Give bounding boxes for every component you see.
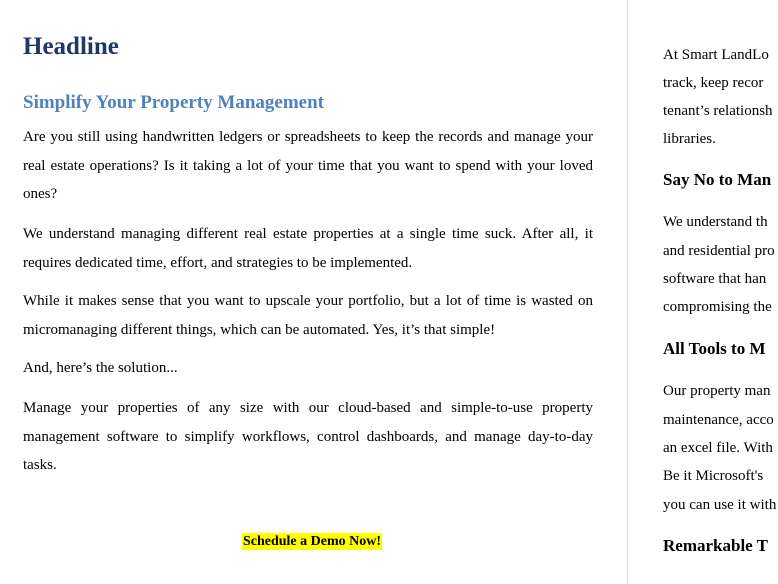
right-line[interactable]: maintenance, acco: [663, 412, 774, 428]
paragraph-3[interactable]: While it makes sense that you want to upscale your portfolio, but a lot of time is wasted on micromanaging different things, which can be automated. Yes, it’s that simple!: [23, 293, 593, 338]
paragraph-5[interactable]: Manage your properties of any size with our cloud-based and simple-to-use property management software to simplify workflows, control dashboards, and manage day-to-day tasks.: [23, 400, 593, 473]
paragraph-4[interactable]: And, here’s the solution...: [23, 360, 178, 376]
right-line[interactable]: We understand th: [663, 214, 768, 230]
right-line[interactable]: libraries.: [663, 131, 716, 147]
right-line[interactable]: compromising the: [663, 299, 772, 315]
right-line[interactable]: you can use it with: [663, 497, 777, 513]
right-line[interactable]: Our property man: [663, 383, 771, 399]
right-line[interactable]: software that han: [663, 271, 767, 287]
right-line[interactable]: an excel file. With: [663, 440, 773, 456]
headline[interactable]: Headline: [23, 33, 119, 60]
right-line[interactable]: track, keep recor: [663, 75, 764, 91]
schedule-demo-cta[interactable]: Schedule a Demo Now!: [242, 534, 382, 549]
right-line[interactable]: At Smart LandLo: [663, 47, 769, 63]
cta-container: [0, 532, 624, 551]
right-line[interactable]: and residential pro: [663, 243, 775, 259]
document-page-right: [629, 0, 778, 584]
paragraph-2[interactable]: We understand managing different real estate properties at a single time suck. After all, it requires dedicated time, effort, and strategies to be implemented.: [23, 226, 593, 271]
right-heading-1[interactable]: Say No to Man: [663, 170, 772, 189]
right-line[interactable]: Be it Microsoft's: [663, 468, 764, 484]
right-line[interactable]: tenant’s relationsh: [663, 103, 773, 119]
subheading[interactable]: Simplify Your Property Management: [23, 92, 324, 113]
right-heading-3[interactable]: Remarkable T: [663, 536, 768, 555]
paragraph-1[interactable]: Are you still using handwritten ledgers or spreadsheets to keep the records and manage your real estate operations? Is it taking a lot of your time that you want to spend with your loved ones?: [23, 129, 593, 202]
right-heading-2[interactable]: All Tools to M: [663, 339, 766, 358]
